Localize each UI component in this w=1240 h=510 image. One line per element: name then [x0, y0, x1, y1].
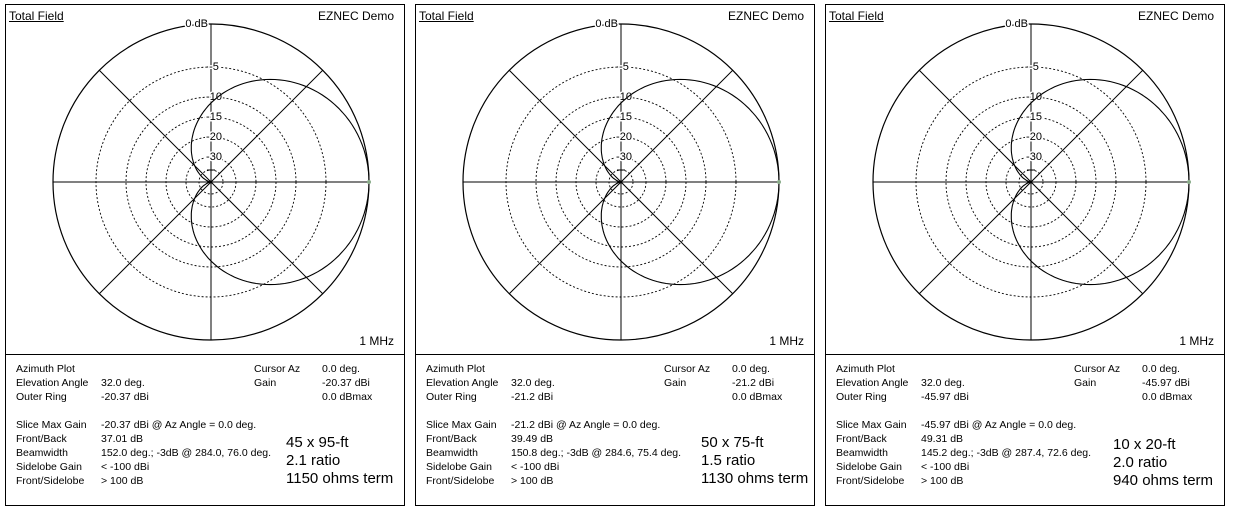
dbmax-value: 0.0 dBmax [732, 391, 783, 403]
beamwidth-label: Beamwidth [836, 447, 888, 459]
outer-ring-value: -20.37 dBi [101, 391, 149, 403]
polar-plot[interactable] [416, 5, 814, 354]
plot-type: Azimuth Plot [16, 363, 75, 375]
front-sidelobe-value: > 100 dB [511, 475, 554, 487]
ring-label: -30 [616, 151, 632, 163]
ring-label: -30 [1026, 151, 1042, 163]
front-back-value: 39.49 dB [511, 433, 554, 445]
front-back-label: Front/Back [836, 433, 887, 445]
front-back-label: Front/Back [426, 433, 477, 445]
plot-type: Azimuth Plot [426, 363, 485, 375]
cursor-az-label: Cursor Az [254, 363, 301, 375]
plot-window-2 [415, 4, 815, 506]
slice-max-gain-label: Slice Max Gain [836, 419, 907, 431]
program-label: EZNEC Demo [727, 9, 804, 23]
dbmax-value: 0.0 dBmax [322, 391, 373, 403]
ring-label: -30 [206, 151, 222, 163]
frequency-label: 1 MHz [769, 334, 804, 348]
gain-value: -21.2 dBi [732, 377, 775, 389]
cursor-marker [777, 180, 781, 184]
slice-max-gain-value: -45.97 dBi @ Az Angle = 0.0 deg. [921, 419, 1077, 431]
ring-label: 0 dB [185, 18, 208, 30]
cursor-marker [367, 180, 371, 184]
note-termination: 1150 ohms term [286, 470, 394, 487]
plot-info-panel [6, 355, 404, 505]
polar-plot[interactable] [826, 5, 1224, 354]
ring-label: -15 [616, 111, 632, 123]
plot-title: Total Field [419, 9, 474, 23]
plot-info-panel [826, 355, 1224, 505]
ring-label: -20 [616, 131, 632, 143]
dbmax-value: 0.0 dBmax [1142, 391, 1193, 403]
ring-label: -5 [1029, 61, 1039, 73]
sidelobe-gain-value: < -100 dBi [101, 461, 150, 473]
outer-ring-value: -45.97 dBi [921, 391, 969, 403]
cursor-az-value: 0.0 deg. [732, 363, 770, 375]
plot-window-3 [825, 4, 1225, 506]
elevation-label: Elevation Angle [836, 377, 909, 389]
elevation-value: 32.0 deg. [511, 377, 555, 389]
ring-label: -15 [206, 111, 222, 123]
note-dimensions: 10 x 20-ft [1113, 436, 1176, 453]
polar-plot-area[interactable] [416, 5, 814, 355]
note-ratio: 1.5 ratio [701, 452, 756, 469]
elevation-value: 32.0 deg. [101, 377, 145, 389]
ring-label: 0 dB [1005, 18, 1028, 30]
plot-info-panel [416, 355, 814, 505]
ring-label: -5 [619, 61, 629, 73]
beamwidth-value: 150.8 deg.; -3dB @ 284.6, 75.4 deg. [511, 447, 682, 459]
note-dimensions: 50 x 75-ft [701, 434, 764, 451]
outer-ring-value: -21.2 dBi [511, 391, 554, 403]
note-dimensions: 45 x 95-ft [286, 434, 349, 451]
sidelobe-gain-value: < -100 dBi [511, 461, 560, 473]
gain-label: Gain [1074, 377, 1097, 389]
polar-plot[interactable] [6, 5, 404, 354]
front-back-value: 37.01 dB [101, 433, 144, 445]
ring-label: -10 [616, 91, 632, 103]
sidelobe-gain-label: Sidelobe Gain [16, 461, 82, 473]
plot-title: Total Field [9, 9, 64, 23]
note-termination: 1130 ohms term [701, 470, 809, 487]
ring-label: -10 [206, 91, 222, 103]
program-label: EZNEC Demo [317, 9, 394, 23]
beamwidth-label: Beamwidth [16, 447, 68, 459]
ring-label: -15 [1026, 111, 1042, 123]
front-sidelobe-label: Front/Sidelobe [836, 475, 905, 487]
ring-label: -10 [1026, 91, 1042, 103]
outer-ring-label: Outer Ring [836, 391, 887, 403]
gain-value: -45.97 dBi [1142, 377, 1190, 389]
plot-window-1 [5, 4, 405, 506]
gain-value: -20.37 dBi [322, 377, 370, 389]
slice-max-gain-value: -20.37 dBi @ Az Angle = 0.0 deg. [101, 419, 257, 431]
elevation-value: 32.0 deg. [921, 377, 965, 389]
front-sidelobe-value: > 100 dB [921, 475, 964, 487]
slice-max-gain-value: -21.2 dBi @ Az Angle = 0.0 deg. [511, 419, 661, 431]
beamwidth-value: 145.2 deg.; -3dB @ 287.4, 72.6 deg. [921, 447, 1092, 459]
cursor-az-label: Cursor Az [1074, 363, 1121, 375]
ring-label: -5 [209, 61, 219, 73]
elevation-label: Elevation Angle [426, 377, 499, 389]
front-sidelobe-value: > 100 dB [101, 475, 144, 487]
plot-title: Total Field [829, 9, 884, 23]
cursor-marker [1187, 180, 1191, 184]
outer-ring-label: Outer Ring [16, 391, 67, 403]
beamwidth-value: 152.0 deg.; -3dB @ 284.0, 76.0 deg. [101, 447, 272, 459]
note-ratio: 2.0 ratio [1113, 454, 1168, 471]
sidelobe-gain-value: < -100 dBi [921, 461, 970, 473]
frequency-label: 1 MHz [1179, 334, 1214, 348]
front-back-value: 49.31 dB [921, 433, 964, 445]
plot-type: Azimuth Plot [836, 363, 895, 375]
note-termination: 940 ohms term [1113, 472, 1214, 489]
sidelobe-gain-label: Sidelobe Gain [836, 461, 902, 473]
elevation-label: Elevation Angle [16, 377, 89, 389]
front-sidelobe-label: Front/Sidelobe [426, 475, 495, 487]
polar-plot-area[interactable] [826, 5, 1224, 355]
outer-ring-label: Outer Ring [426, 391, 477, 403]
slice-max-gain-label: Slice Max Gain [16, 419, 87, 431]
program-label: EZNEC Demo [1137, 9, 1214, 23]
gain-label: Gain [254, 377, 277, 389]
front-sidelobe-label: Front/Sidelobe [16, 475, 85, 487]
polar-plot-area[interactable] [6, 5, 404, 355]
slice-max-gain-label: Slice Max Gain [426, 419, 497, 431]
ring-label: -20 [206, 131, 222, 143]
sidelobe-gain-label: Sidelobe Gain [426, 461, 492, 473]
beamwidth-label: Beamwidth [426, 447, 478, 459]
cursor-az-value: 0.0 deg. [1142, 363, 1180, 375]
cursor-az-label: Cursor Az [664, 363, 711, 375]
gain-label: Gain [664, 377, 687, 389]
cursor-az-value: 0.0 deg. [322, 363, 360, 375]
ring-label: -20 [1026, 131, 1042, 143]
note-ratio: 2.1 ratio [286, 452, 341, 469]
ring-label: 0 dB [595, 18, 618, 30]
frequency-label: 1 MHz [359, 334, 394, 348]
front-back-label: Front/Back [16, 433, 67, 445]
